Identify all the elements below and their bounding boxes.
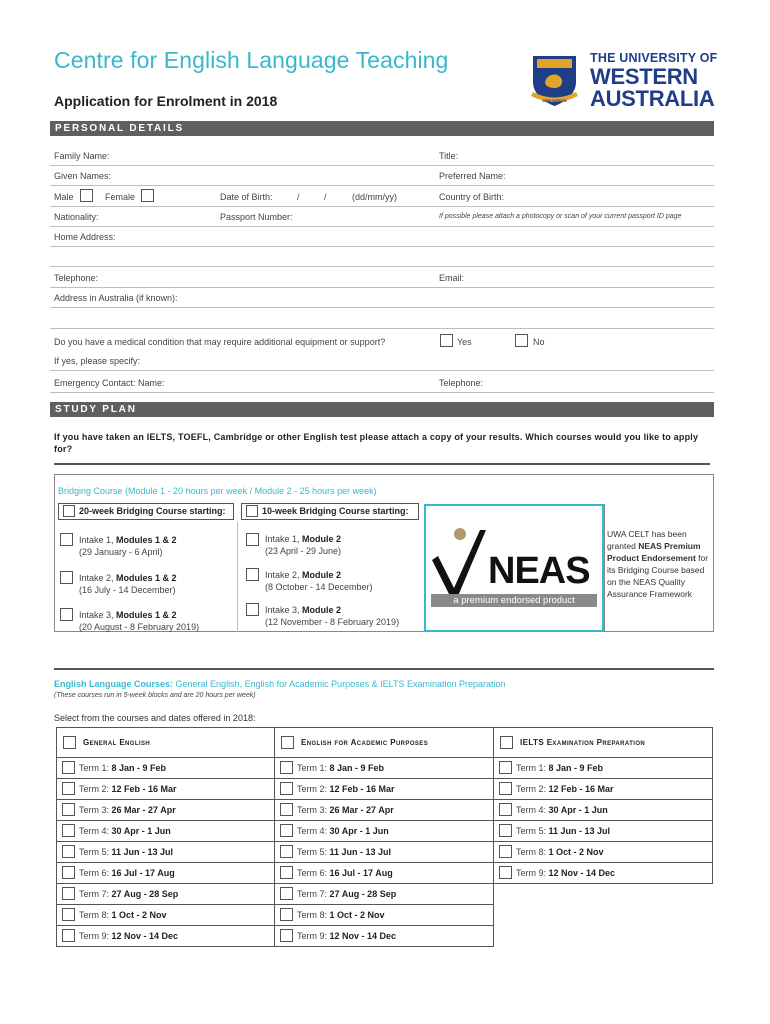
eap-term-row[interactable]: Term 5: 11 Jun - 13 Jul (274, 841, 494, 863)
bridging-column-divider (237, 522, 238, 632)
bridging-course-title: Bridging Course (Module 1 - 20 hours per week / Module 2 - 25 hours per week) (58, 486, 377, 496)
title-label: Title: (439, 151, 459, 161)
eap-head[interactable] (274, 727, 494, 758)
term-checkbox[interactable] (62, 824, 75, 837)
if-yes-label: If yes, please specify: (54, 356, 141, 366)
term-checkbox[interactable] (499, 803, 512, 816)
female-label: Female (105, 192, 136, 202)
dob-line[interactable] (50, 206, 714, 207)
bridging-20-intake-1: Intake 1, Modules 1 & 2 (29 January - 6 April) (79, 535, 177, 557)
term-checkbox[interactable] (499, 824, 512, 837)
bridging-10-intake-3-checkbox[interactable] (246, 603, 259, 616)
term-checkbox[interactable] (280, 929, 293, 942)
general-english-term-row[interactable]: Term 6: 16 Jul - 17 Aug (56, 862, 275, 884)
dob-slash-2: / (324, 192, 327, 202)
dob-slash-1: / (297, 192, 300, 202)
term-checkbox[interactable] (62, 866, 75, 879)
email-label: Email: (439, 273, 465, 283)
eap-label: English for Academic Purposes (301, 738, 429, 747)
general-english-term-row[interactable]: Term 2: 12 Feb - 16 Mar (56, 778, 275, 800)
ielts-checkbox[interactable] (500, 736, 513, 749)
general-english-term-row[interactable]: Term 7: 27 Aug - 28 Sep (56, 883, 275, 905)
term-checkbox[interactable] (280, 782, 293, 795)
test-results-question: If you have taken an IELTS, TOEFL, Cambridge or other English test please attach a copy of your results. Which courses would you like to apply for? (54, 432, 699, 454)
english-courses-title: English Language Courses: General English, English for Academic Purposes & IELTS Examination Preparation (54, 679, 506, 689)
term-checkbox[interactable] (62, 761, 75, 774)
university-line3: AUSTRALIA (590, 85, 715, 111)
page-title: Centre for English Language Teaching (54, 47, 449, 73)
telephone-line[interactable] (50, 287, 714, 288)
telephone-label: Telephone: (54, 273, 99, 283)
medical-no-checkbox[interactable] (515, 334, 528, 347)
emergency-line[interactable] (50, 392, 714, 393)
general-english-term-row[interactable]: Term 3: 26 Mar - 27 Apr (56, 799, 275, 821)
general-english-head[interactable] (56, 727, 275, 758)
study-plan-header: STUDY PLAN (50, 402, 714, 417)
term-checkbox[interactable] (62, 845, 75, 858)
uwa-crest-icon (527, 52, 582, 108)
ielts-term-row[interactable]: Term 1: 8 Jan - 9 Feb (493, 757, 713, 779)
bridging-10-week-label: 10-week Bridging Course starting: (262, 506, 409, 516)
general-english-label: General English (83, 738, 151, 747)
eap-term-row[interactable]: Term 2: 12 Feb - 16 Mar (274, 778, 494, 800)
given-names-label: Given Names: (54, 171, 112, 181)
general-english-term-row[interactable]: Term 4: 30 Apr - 1 Jun (56, 820, 275, 842)
neas-divider (604, 504, 605, 632)
term-checkbox[interactable] (499, 866, 512, 879)
ielts-label: IELTS Examination Preparation (520, 738, 646, 747)
female-checkbox[interactable] (141, 189, 154, 202)
neas-description: UWA CELT has been granted NEAS Premium Product Endorsement for its Bridging Course based on the NEAS Quality Assurance Framework (607, 529, 709, 599)
university-line1: THE UNIVERSITY OF (590, 51, 718, 65)
term-checkbox[interactable] (280, 824, 293, 837)
country-of-birth-label: Country of Birth: (439, 192, 505, 202)
bridging-20-week-label: 20-week Bridging Course starting: (79, 506, 226, 516)
bridging-10-intake-2-checkbox[interactable] (246, 568, 259, 581)
select-courses-label: Select from the courses and dates offered in 2018: (54, 713, 256, 723)
bridging-20-intake-1-checkbox[interactable] (60, 533, 73, 546)
term-checkbox[interactable] (280, 845, 293, 858)
general-english-term-row[interactable]: Term 1: 8 Jan - 9 Feb (56, 757, 275, 779)
medical-yes-label: Yes (457, 337, 472, 347)
form-title: Application for Enrolment in 2018 (54, 93, 278, 109)
ielts-head[interactable] (493, 727, 713, 758)
term-checkbox[interactable] (280, 887, 293, 900)
male-label: Male (54, 192, 74, 202)
ielts-term-row[interactable]: Term 9: 12 Nov - 14 Dec (493, 862, 713, 884)
general-english-checkbox[interactable] (63, 736, 76, 749)
ielts-term-row[interactable]: Term 5: 11 Jun - 13 Jul (493, 820, 713, 842)
eap-term-row[interactable]: Term 7: 27 Aug - 28 Sep (274, 883, 494, 905)
bridging-20-intake-2-checkbox[interactable] (60, 571, 73, 584)
bridging-10-week-head[interactable] (241, 503, 419, 520)
male-checkbox[interactable] (80, 189, 93, 202)
term-checkbox[interactable] (280, 908, 293, 921)
eap-term-row[interactable]: Term 8: 1 Oct - 2 Nov (274, 904, 494, 926)
bridging-20-intake-2: Intake 2, Modules 1 & 2 (16 July - 14 December) (79, 573, 177, 595)
emergency-name-label: Emergency Contact: Name: (54, 378, 165, 388)
medical-yes-checkbox[interactable] (440, 334, 453, 347)
given-names-line[interactable] (50, 185, 714, 186)
passport-note: If possible please attach a photocopy or scan of your current passport ID page (439, 213, 682, 220)
dob-label: Date of Birth: (220, 192, 273, 202)
eap-term-row[interactable]: Term 6: 16 Jul - 17 Aug (274, 862, 494, 884)
bridging-10-intake-1: Intake 1, Module 2 (23 April - 29 June) (265, 534, 342, 556)
personal-details-header: PERSONAL DETAILS (50, 121, 714, 136)
address-australia-label: Address in Australia (if known): (54, 293, 178, 303)
family-name-line[interactable] (50, 165, 714, 166)
university-name (590, 52, 718, 110)
university-line2: WESTERN (590, 63, 698, 89)
ielts-term-row[interactable]: Term 2: 12 Feb - 16 Mar (493, 778, 713, 800)
divider (54, 463, 710, 465)
bridging-20-intake-3-checkbox[interactable] (60, 608, 73, 621)
if-yes-line[interactable] (50, 370, 714, 371)
divider-2 (54, 668, 714, 670)
emergency-telephone-label: Telephone: (439, 378, 484, 388)
medical-question: Do you have a medical condition that may require additional equipment or support? (54, 337, 386, 347)
preferred-name-label: Preferred Name: (439, 171, 506, 181)
english-courses-note: (These courses run in 5-week blocks and are 20 hours per week) (54, 692, 256, 699)
bridging-20-week-checkbox[interactable] (63, 505, 75, 517)
bridging-20-intake-3: Intake 3, Modules 1 & 2 (20 August - 8 February 2019) (79, 610, 200, 632)
ielts-term-row[interactable]: Term 4: 30 Apr - 1 Jun (493, 799, 713, 821)
bridging-20-week-head[interactable] (58, 503, 234, 520)
svg-text:SEEK WISDOM: SEEK WISDOM (542, 99, 567, 103)
passport-label: Passport Number: (220, 212, 293, 222)
term-checkbox[interactable] (62, 887, 75, 900)
bridging-10-intake-3: Intake 3, Module 2 (12 November - 8 February 2019) (265, 605, 400, 627)
neas-tagline: a premium endorsed product (431, 594, 597, 607)
home-address-line-1[interactable] (50, 246, 714, 247)
home-address-label: Home Address: (54, 232, 116, 242)
ielts-term-row[interactable]: Term 8: 1 Oct - 2 Nov (493, 841, 713, 863)
term-checkbox[interactable] (499, 761, 512, 774)
term-checkbox[interactable] (62, 929, 75, 942)
general-english-term-row[interactable]: Term 9: 12 Nov - 14 Dec (56, 925, 275, 947)
term-checkbox[interactable] (280, 761, 293, 774)
eap-checkbox[interactable] (281, 736, 294, 749)
general-english-term-row[interactable]: Term 8: 1 Oct - 2 Nov (56, 904, 275, 926)
dob-format: (dd/mm/yy) (352, 192, 397, 202)
eap-term-row[interactable]: Term 1: 8 Jan - 9 Feb (274, 757, 494, 779)
home-address-line-2[interactable] (50, 266, 714, 267)
address-australia-line-1[interactable] (50, 307, 714, 308)
bridging-10-intake-1-checkbox[interactable] (246, 533, 259, 546)
term-checkbox[interactable] (62, 803, 75, 816)
term-checkbox[interactable] (62, 908, 75, 921)
bridging-10-intake-2: Intake 2, Module 2 (8 October - 14 December) (265, 570, 373, 592)
family-name-label: Family Name: (54, 151, 110, 161)
general-english-term-row[interactable]: Term 5: 11 Jun - 13 Jul (56, 841, 275, 863)
eap-term-row[interactable]: Term 9: 12 Nov - 14 Dec (274, 925, 494, 947)
term-checkbox[interactable] (280, 866, 293, 879)
bridging-10-week-checkbox[interactable] (246, 505, 258, 517)
medical-no-label: No (533, 337, 545, 347)
nationality-label: Nationality: (54, 212, 99, 222)
term-checkbox[interactable] (499, 782, 512, 795)
term-checkbox[interactable] (499, 845, 512, 858)
neas-brand: NEAS (488, 550, 590, 592)
eap-term-row[interactable]: Term 4: 30 Apr - 1 Jun (274, 820, 494, 842)
eap-term-row[interactable]: Term 3: 26 Mar - 27 Apr (274, 799, 494, 821)
term-checkbox[interactable] (62, 782, 75, 795)
nationality-line[interactable] (50, 226, 714, 227)
address-australia-line-2[interactable] (50, 328, 714, 329)
term-checkbox[interactable] (280, 803, 293, 816)
